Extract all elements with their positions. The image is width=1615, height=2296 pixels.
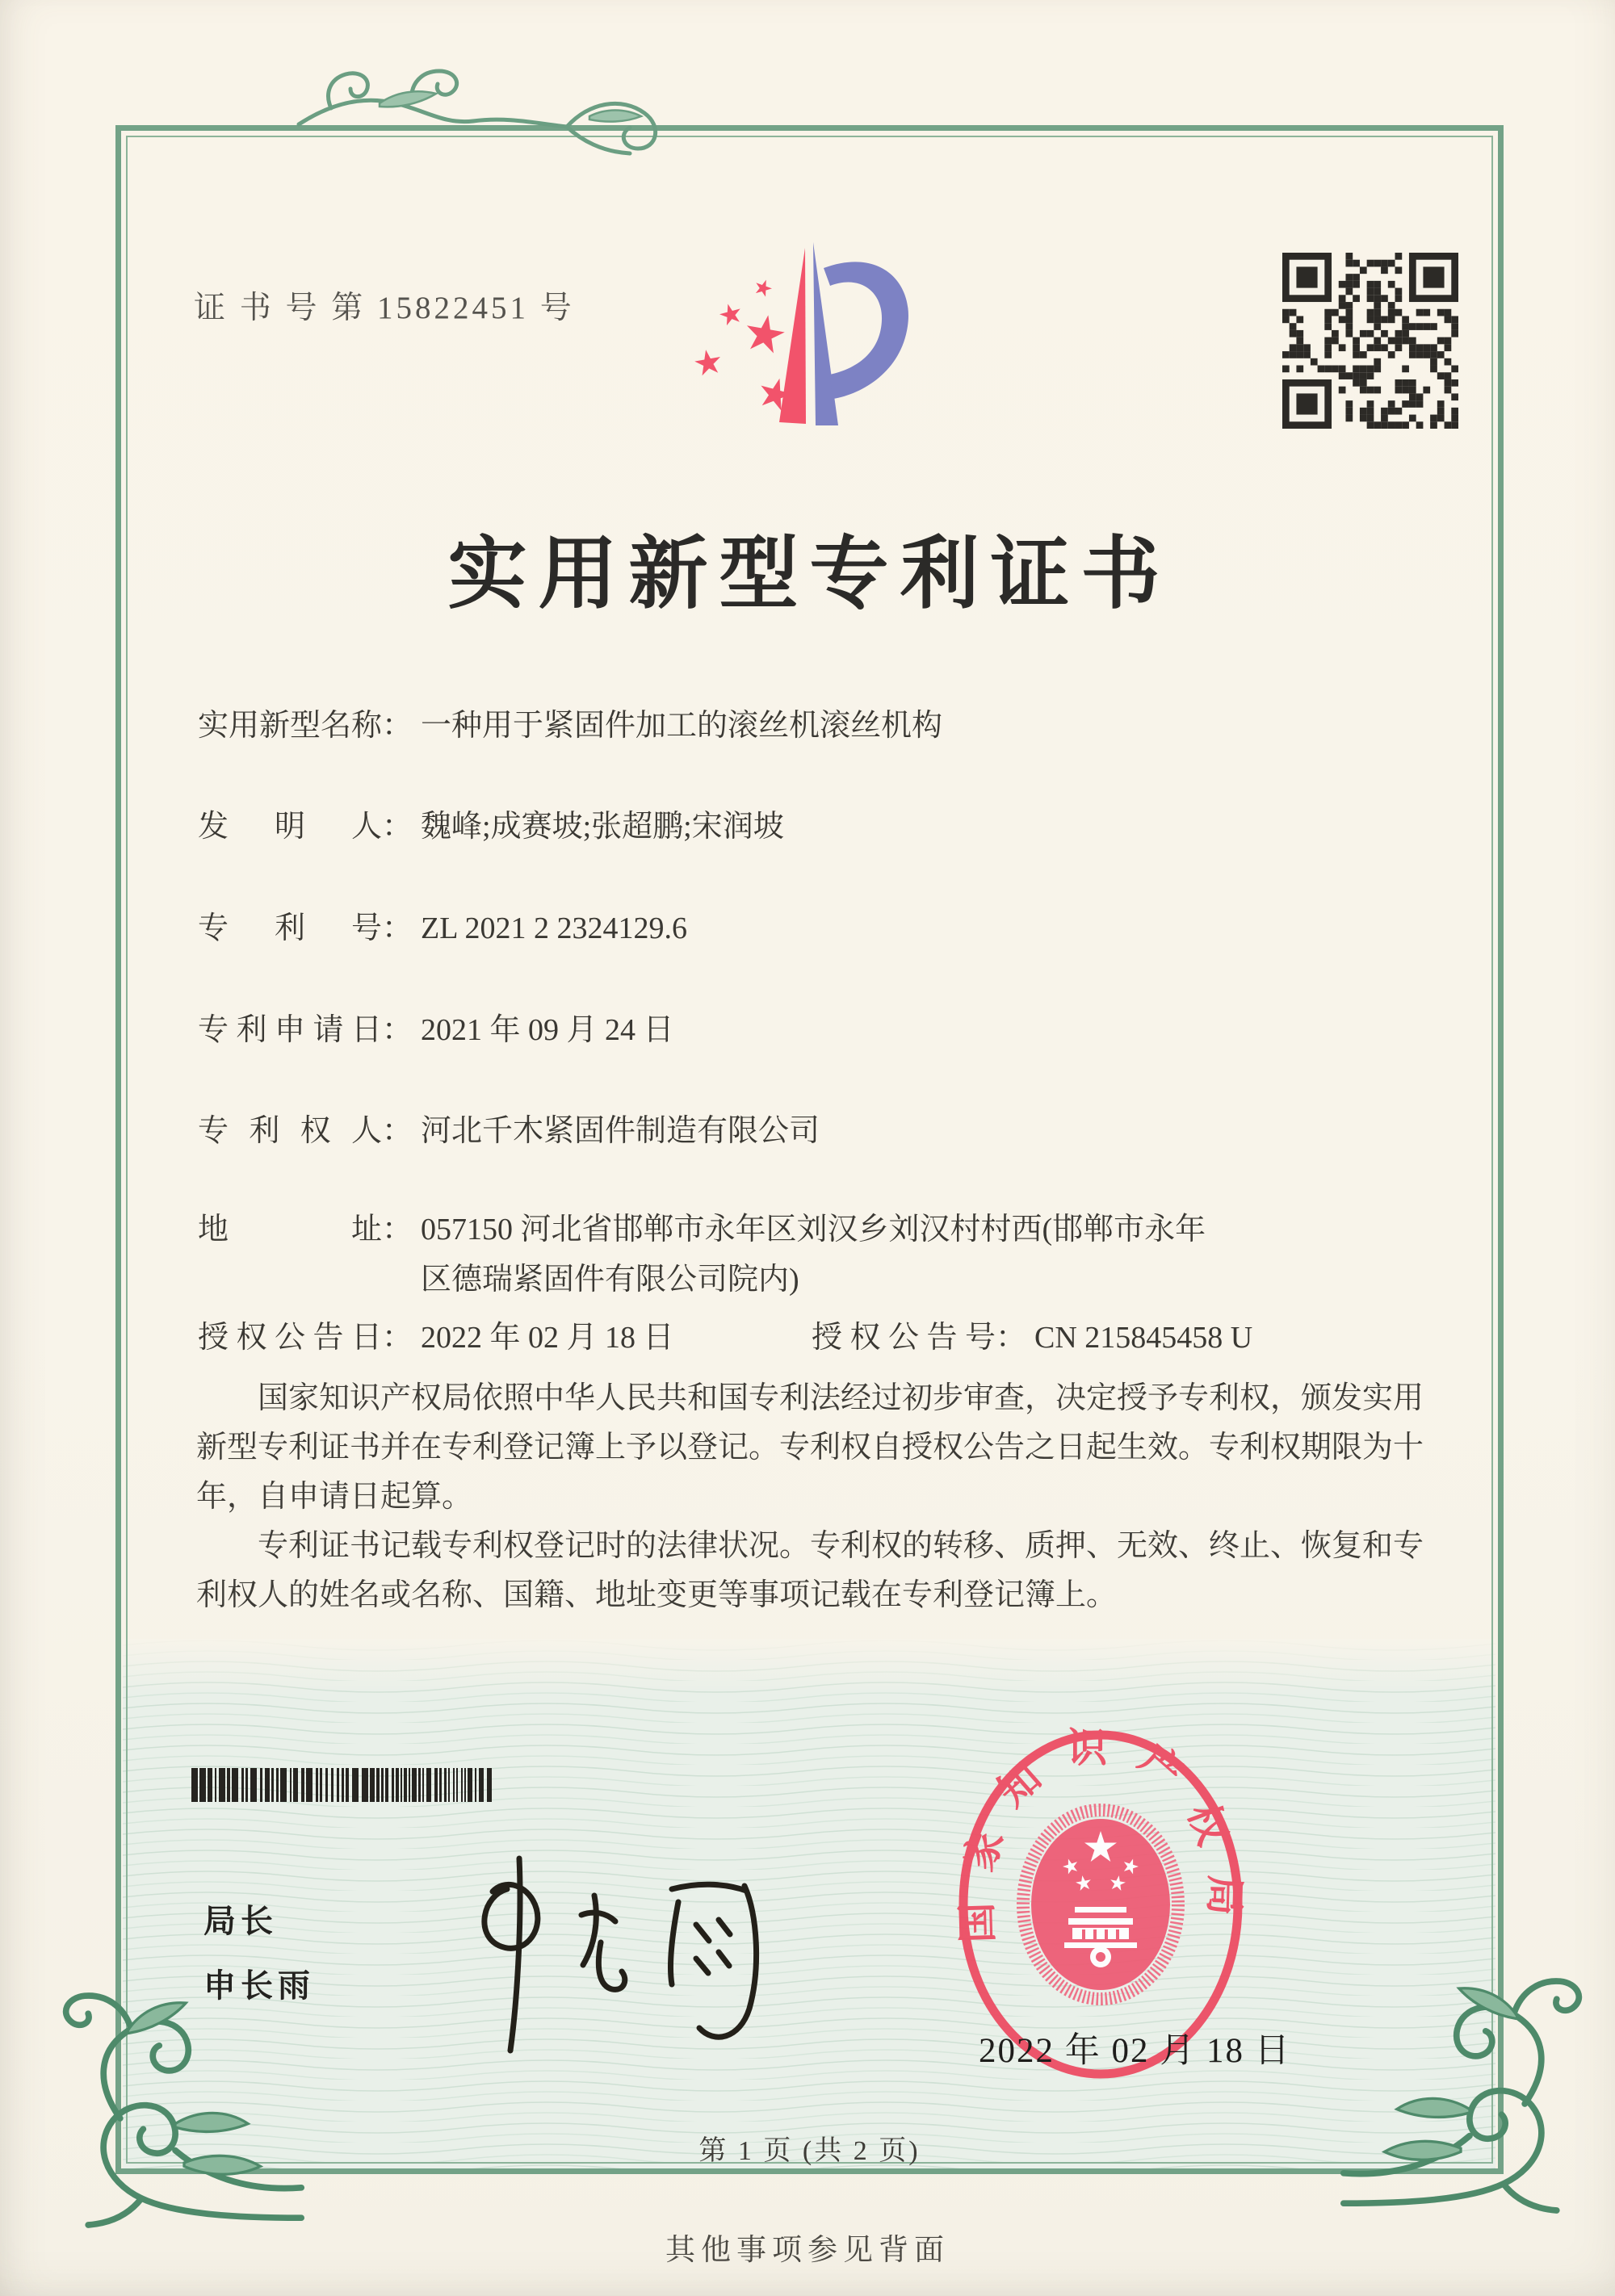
field-colon: ： xyxy=(382,810,413,844)
seal-text: 国家知识产权局 xyxy=(953,1724,1248,1944)
certificate-title: 实用新型专利证书 xyxy=(447,531,1172,618)
legal-text-block xyxy=(196,1374,1424,1620)
field-value: 057150 河北省邯郸市永年区刘汉乡刘汉村村西(邯郸市永年区德瑞紧固件有限公司院内) xyxy=(421,1213,1206,1297)
field-row-inventors xyxy=(198,802,784,852)
field-label: 实用新型名称 xyxy=(198,709,383,743)
field-value: 一种用于紧固件加工的滚丝机滚丝机构 xyxy=(421,709,943,743)
cnipa-patent-logo-icon xyxy=(694,236,961,482)
page-number: 第 1 页 (共 2 页) xyxy=(698,2136,921,2166)
director-signature-icon xyxy=(436,1847,816,2061)
field-row-patent-number xyxy=(198,903,687,953)
field-label: 授权公告日 xyxy=(198,1321,382,1355)
field-label: 发明人 xyxy=(198,810,382,844)
field-value: CN 215845458 U xyxy=(1034,1321,1253,1355)
seal-date: 2022 年 02 月 18 日 xyxy=(979,2032,1291,2070)
field-row-patentee xyxy=(198,1106,820,1156)
legal-paragraph-2: 专利证书记载专利权登记时的法律状况。专利权的转移、质押、无效、终止、恢复和专利权人的姓名或名称、国籍、地址变更等事项记载在专利登记簿上。 xyxy=(196,1529,1424,1612)
field-value: ZL 2021 2 2324129.6 xyxy=(421,911,688,945)
field-value: 2021 年 09 月 24 日 xyxy=(421,1013,674,1047)
director-title: 局长 xyxy=(203,1904,278,1939)
director-name: 申长雨 xyxy=(203,1968,315,2004)
corner-flourish-bottom-left xyxy=(42,1976,308,2243)
field-value: 2022 年 02 月 18 日 xyxy=(421,1321,674,1355)
grant-number-pair xyxy=(812,1313,1253,1363)
legal-paragraph-1: 国家知识产权局依照中华人民共和国专利法经过初步审查，决定授予专利权，颁发实用新型专利证书并在专利登记簿上予以登记。专利权自授权公告之日起生效。专利权期限为十年，自申请日起算。 xyxy=(196,1381,1424,1514)
top-flourish-ornament xyxy=(283,47,670,168)
field-colon: ： xyxy=(382,1321,413,1355)
field-label: 专利申请日 xyxy=(198,1013,382,1047)
field-colon: ： xyxy=(382,1213,413,1246)
field-colon: ： xyxy=(382,709,413,743)
corner-flourish-bottom-right xyxy=(1336,1962,1603,2228)
field-value: 河北千木紧固件制造有限公司 xyxy=(421,1114,820,1148)
field-value: 魏峰;成赛坡;张超鹏;宋润坡 xyxy=(421,810,784,844)
qr-code-icon xyxy=(1282,253,1458,429)
barcode-icon xyxy=(191,1768,497,1802)
field-row-filing-date xyxy=(198,1005,674,1055)
field-colon: ： xyxy=(382,911,413,945)
field-row-grant xyxy=(198,1313,1253,1363)
field-label: 专利号 xyxy=(198,911,382,945)
back-side-note: 其他事项参见背面 xyxy=(665,2234,950,2267)
field-label: 专利权人 xyxy=(198,1114,382,1148)
field-row-address xyxy=(198,1205,1236,1305)
field-row-name xyxy=(198,701,942,751)
field-colon: ： xyxy=(996,1321,1027,1355)
field-label: 地址 xyxy=(198,1213,382,1246)
field-colon: ： xyxy=(382,1013,413,1047)
certificate-number: 证 书 号 第 15822451 号 xyxy=(194,291,575,325)
field-label: 授权公告号 xyxy=(812,1321,996,1355)
field-colon: ： xyxy=(382,1114,413,1148)
